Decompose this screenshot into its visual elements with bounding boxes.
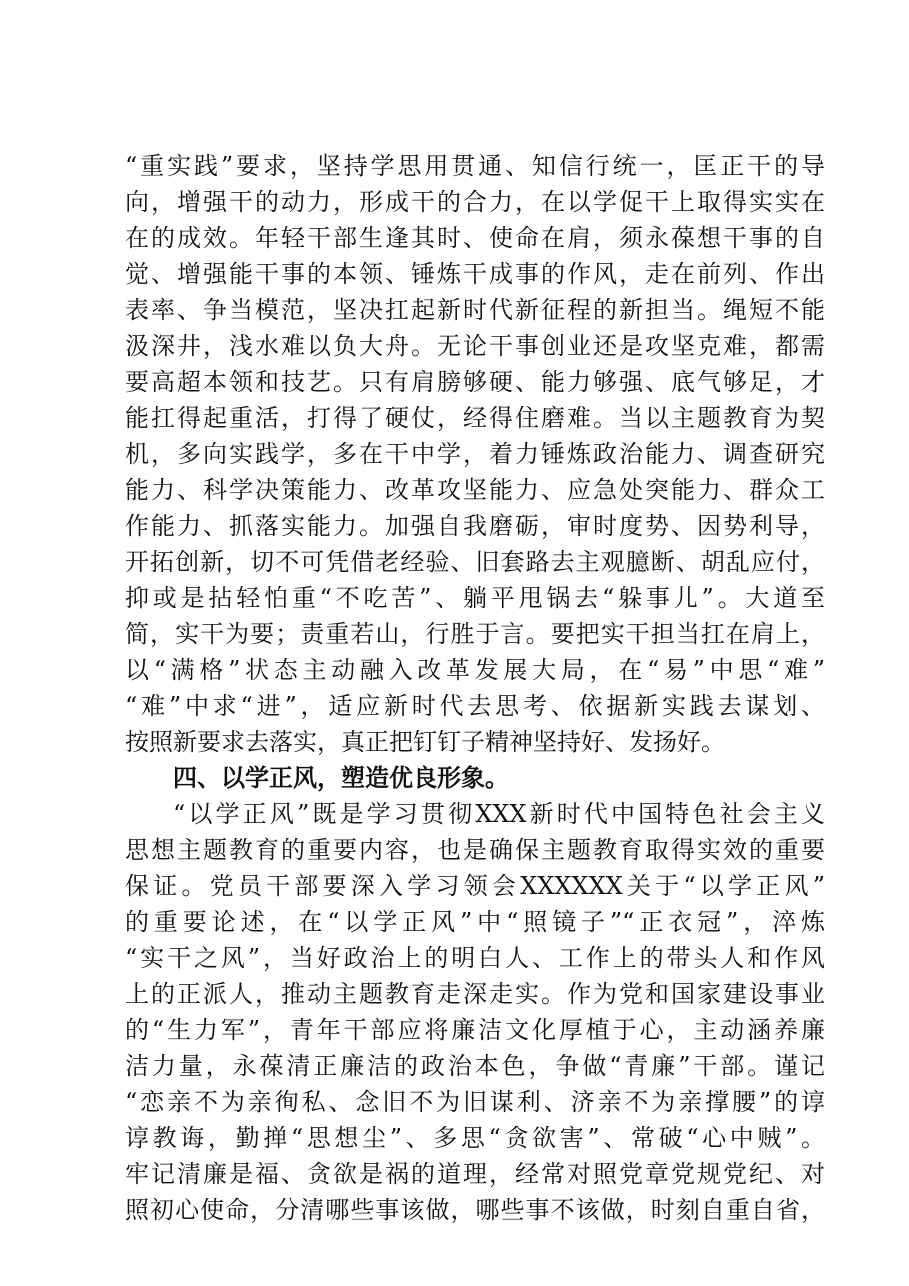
paragraph-1-line-2: 向，增强干的动力，形成干的合力，在以学促干上取得实实在 — [125, 188, 825, 216]
paragraph-2-line-4: 的重要论述，在“以学正风”中“照镜子”“正衣冠”，淬炼 — [125, 908, 825, 936]
paragraph-1-line-3: 在的成效。年轻干部生逢其时、使命在肩，须永葆想干事的自 — [125, 224, 825, 252]
paragraph-2-line-2: 思想主题教育的重要内容，也是确保主题教育取得实效的重要 — [125, 836, 825, 864]
paragraph-1-line-13: 抑或是拈轻怕重“不吃苦”、躺平甩锅去“躲事儿”。大道至 — [125, 584, 825, 612]
paragraph-2-line-3: 保证。党员干部要深入学习领会XXXXXX关于“以学正风” — [125, 872, 825, 900]
paragraph-1-line-7: 要高超本领和技艺。只有肩膀够硬、能力够强、底气够足，才 — [125, 368, 825, 396]
paragraph-2-line-5: “实干之风”，当好政治上的明白人、工作上的带头人和作风 — [125, 944, 825, 972]
paragraph-1-line-12: 开拓创新，切不可凭借老经验、旧套路去主观臆断、胡乱应付， — [125, 548, 825, 576]
paragraph-1-line-4: 觉、增强能干事的本领、锤炼干成事的作风，走在前列、作出 — [125, 260, 825, 288]
paragraph-1-line-14: 简，实干为要；责重若山，行胜于言。要把实干担当扛在肩上， — [125, 620, 825, 648]
paragraph-2-line-9: “恋亲不为亲徇私、念旧不为旧谋利、济亲不为亲撑腰”的谆 — [125, 1088, 825, 1116]
paragraph-2-line-1: “以学正风”既是学习贯彻XXX新时代中国特色社会主义 — [173, 800, 825, 828]
paragraph-2-line-11: 牢记清廉是福、贪欲是祸的道理，经常对照党章党规党纪、对 — [125, 1160, 825, 1188]
paragraph-1-line-15: 以“满格”状态主动融入改革发展大局，在“易”中思“难” — [125, 656, 825, 684]
paragraph-2-line-6: 上的正派人，推动主题教育走深走实。作为党和国家建设事业 — [125, 980, 825, 1008]
paragraph-1-line-16: “难”中求“进”，适应新时代去思考、依据新实践去谋划、 — [125, 692, 825, 720]
paragraph-1-line-6: 汲深井，浅水难以负大舟。无论干事创业还是攻坚克难，都需 — [125, 332, 825, 360]
paragraph-2-line-12: 照初心使命，分清哪些事该做，哪些事不该做，时刻自重自省， — [125, 1196, 825, 1224]
paragraph-1-line-1: “重实践”要求，坚持学思用贯通、知信行统一，匡正干的导 — [125, 152, 825, 180]
paragraph-2-line-7: 的“生力军”，青年干部应将廉洁文化厚植于心，主动涵养廉 — [125, 1016, 825, 1044]
paragraph-1-line-9: 机，多向实践学，多在干中学，着力锤炼政治能力、调查研究 — [125, 440, 825, 468]
section-heading: 四、以学正风，塑造优良形象。 — [173, 764, 509, 792]
paragraph-2-line-10: 谆教诲，勤掸“思想尘”、多思“贪欲害”、常破“心中贼”。 — [125, 1124, 825, 1152]
paragraph-2-line-8: 洁力量，永葆清正廉洁的政治本色，争做“青廉”干部。谨记 — [125, 1052, 825, 1080]
paragraph-1-line-10: 能力、科学决策能力、改革攻坚能力、应急处突能力、群众工 — [125, 476, 825, 504]
paragraph-1-line-11: 作能力、抓落实能力。加强自我磨砺，审时度势、因势利导， — [125, 512, 825, 540]
paragraph-1-line-5: 表率、争当模范，坚决扛起新时代新征程的新担当。绳短不能 — [125, 296, 825, 324]
paragraph-1-line-8: 能扛得起重活，打得了硬仗，经得住磨难。当以主题教育为契 — [125, 404, 825, 432]
paragraph-1-line-17: 按照新要求去落实，真正把钉钉子精神坚持好、发扬好。 — [125, 728, 725, 756]
